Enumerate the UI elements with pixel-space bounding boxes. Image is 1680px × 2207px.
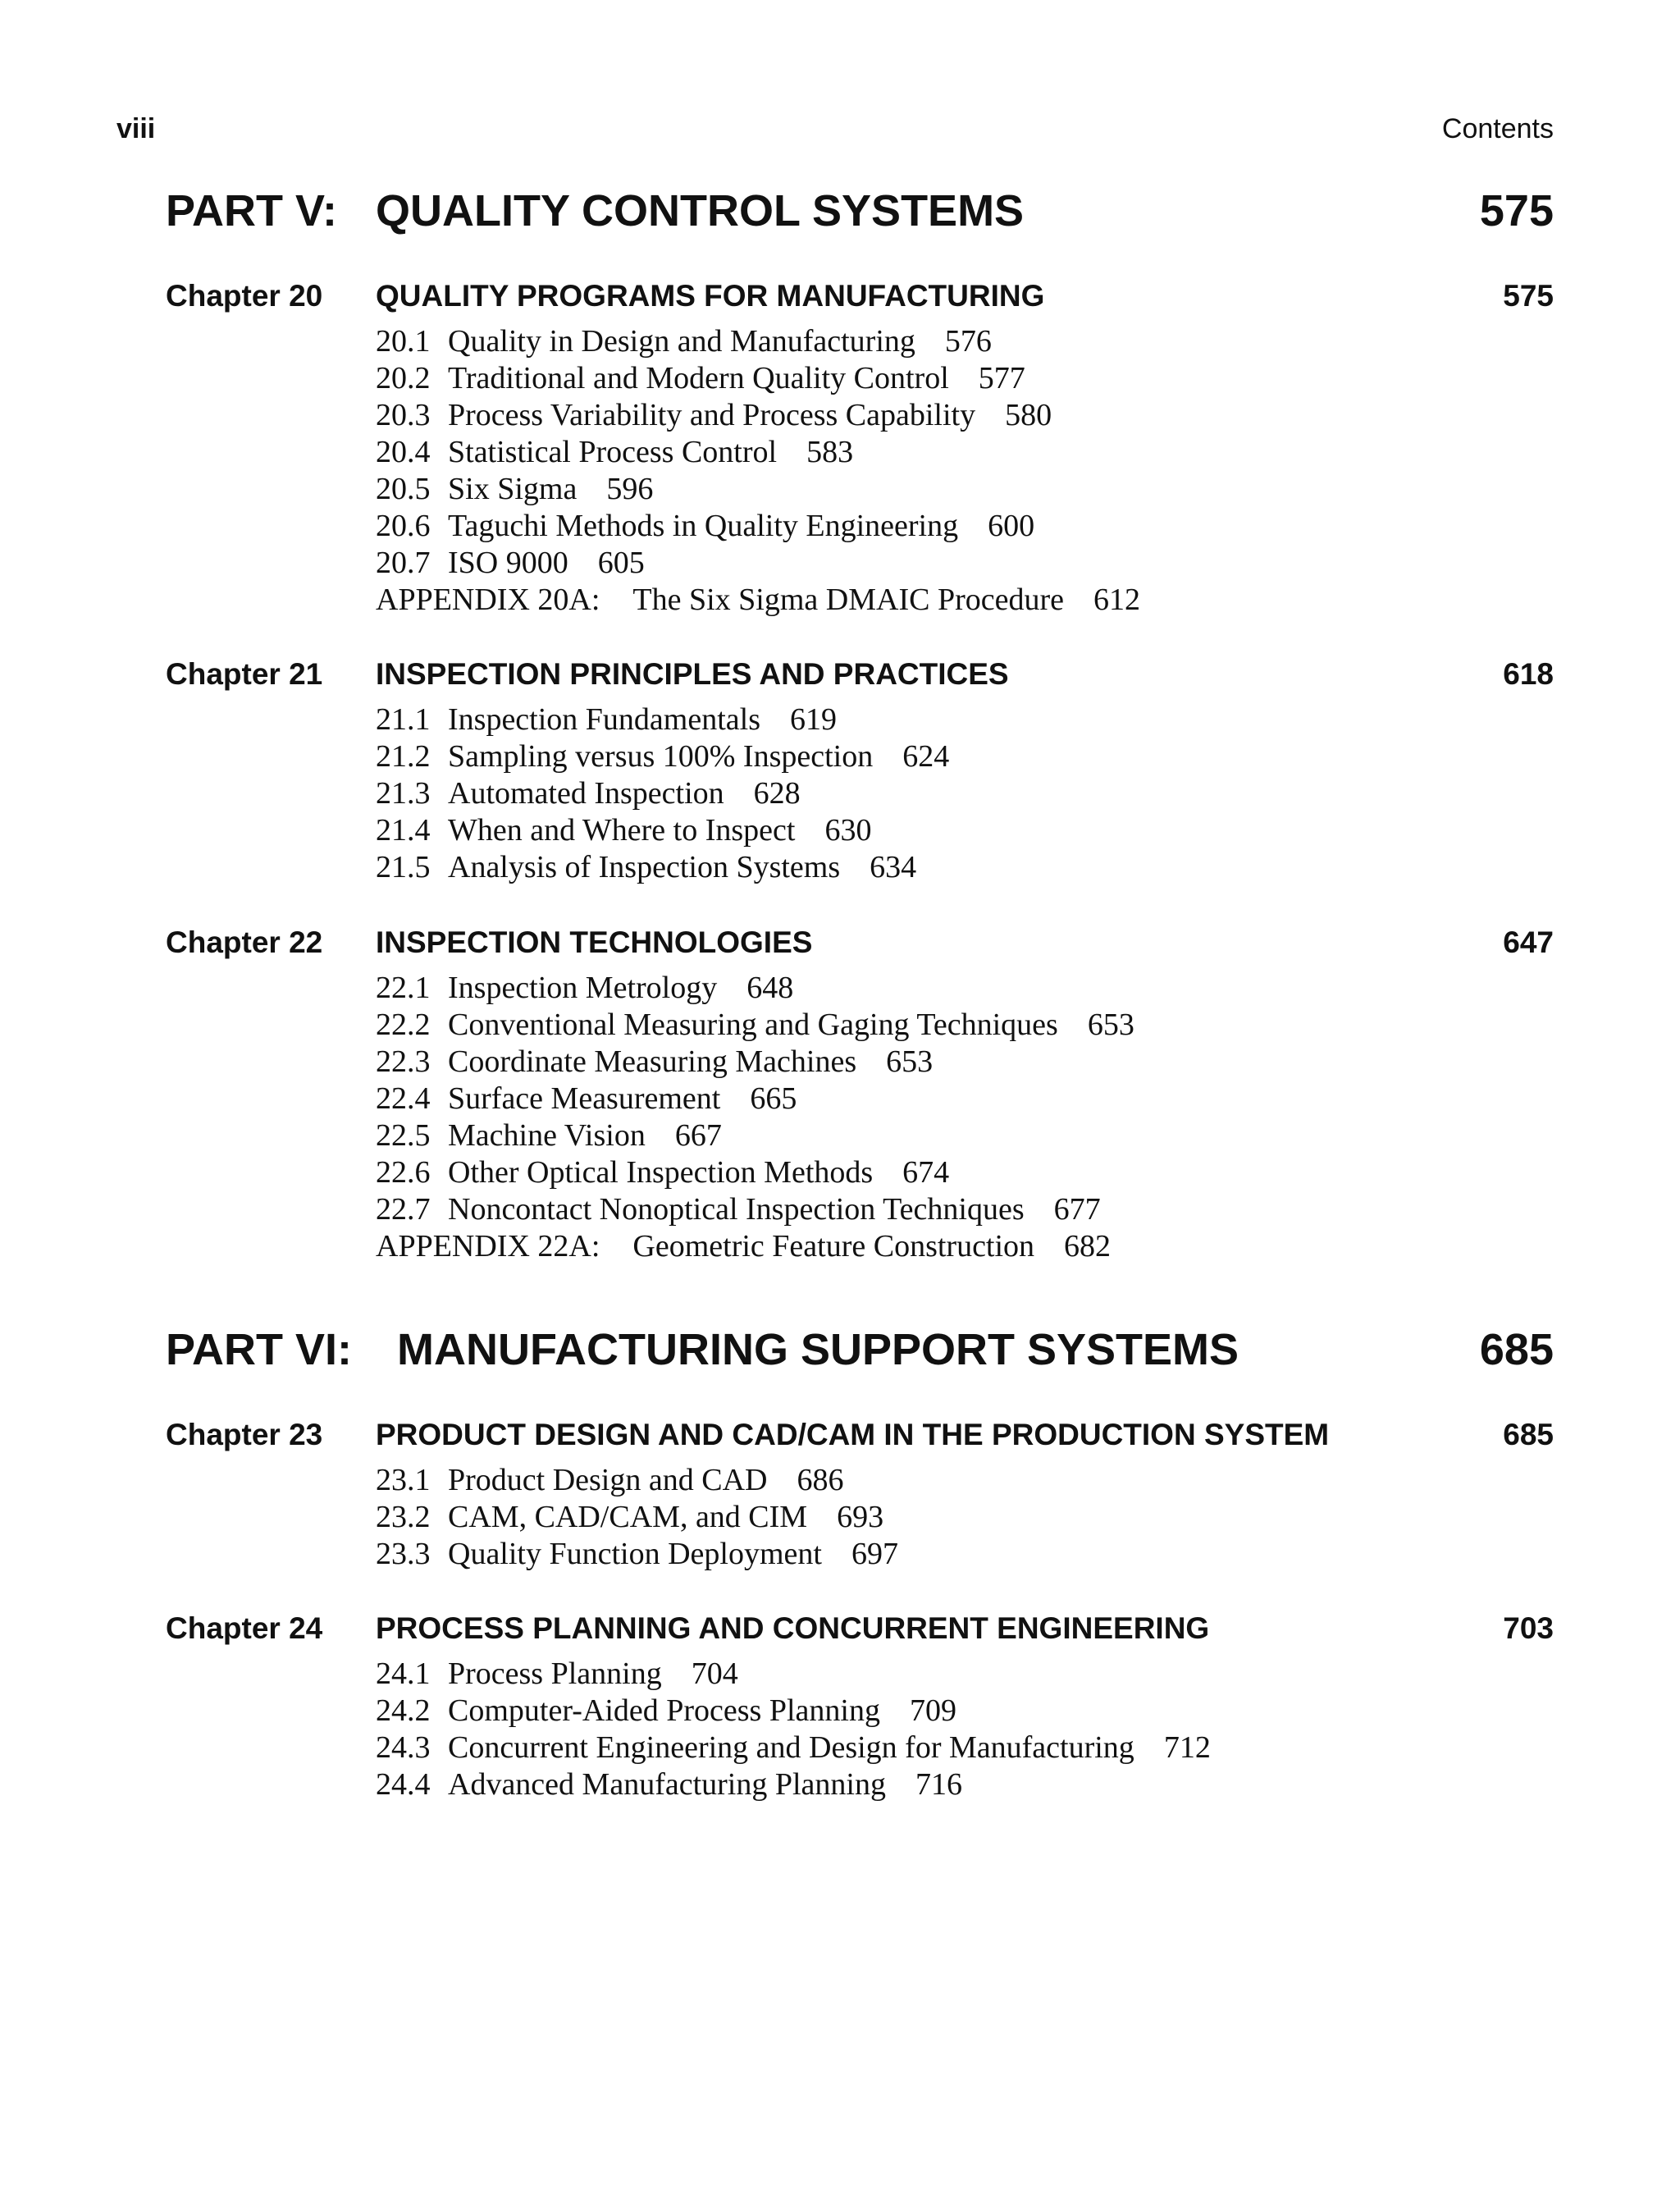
section-title: Other Optical Inspection Methods	[448, 1155, 874, 1190]
section-page: 693	[837, 1500, 884, 1534]
section-number: 20.5	[376, 472, 431, 506]
section-title: Sampling versus 100% Inspection	[448, 739, 874, 774]
section-number: 21.2	[376, 739, 431, 774]
section-entry	[0, 1536, 1680, 1573]
chapter-label: Chapter 20	[166, 279, 323, 313]
section-title: Product Design and CAD	[448, 1463, 768, 1497]
section-title: Computer-Aided Process Planning	[448, 1693, 880, 1728]
section-page: 667	[674, 1118, 722, 1153]
section-page: 624	[902, 739, 950, 774]
section-page: 686	[797, 1463, 844, 1497]
section-list	[0, 323, 1680, 619]
section-entry	[0, 1081, 1680, 1117]
chapter-title: QUALITY PROGRAMS FOR MANUFACTURING	[376, 279, 1045, 313]
section-number: 22.5	[376, 1118, 431, 1153]
appendix-entry	[0, 1228, 1680, 1265]
section-entry	[0, 1007, 1680, 1044]
part-title: QUALITY CONTROL SYSTEMS	[376, 186, 1025, 235]
appendix-label: APPENDIX 22A:	[376, 1229, 600, 1263]
chapter-heading	[0, 657, 1680, 698]
section-entry	[0, 701, 1680, 738]
section-number: 20.3	[376, 398, 431, 432]
section-page: 653	[886, 1044, 934, 1079]
section-title: Automated Inspection	[448, 776, 724, 811]
section-number: 24.2	[376, 1693, 431, 1728]
section-page: 697	[851, 1537, 898, 1571]
appendix-label: APPENDIX 20A:	[376, 583, 600, 617]
section-entry	[0, 849, 1680, 886]
section-number: 20.4	[376, 435, 431, 469]
appendix-title: Geometric Feature Construction	[632, 1229, 1035, 1263]
section-title: When and Where to Inspect	[448, 813, 796, 848]
section-entry	[0, 323, 1680, 360]
chapter-label: Chapter 24	[166, 1611, 323, 1645]
section-title: Coordinate Measuring Machines	[448, 1044, 857, 1079]
section-list	[0, 701, 1680, 886]
section-page: 576	[944, 324, 992, 359]
section-entry	[0, 1117, 1680, 1154]
section-entry	[0, 1499, 1680, 1536]
section-page: 600	[988, 509, 1035, 543]
section-entry	[0, 1191, 1680, 1228]
part-label: PART VI:	[166, 1325, 352, 1374]
section-number: 22.7	[376, 1192, 431, 1227]
chapter-label: Chapter 21	[166, 657, 323, 691]
chapter-title: PROCESS PLANNING AND CONCURRENT ENGINEERING	[376, 1611, 1210, 1645]
chapter-entry	[0, 279, 1680, 619]
part-title: MANUFACTURING SUPPORT SYSTEMS	[397, 1325, 1239, 1374]
section-title: Six Sigma	[448, 472, 578, 506]
section-title: Inspection Fundamentals	[448, 702, 760, 737]
section-page: 583	[806, 435, 854, 469]
chapter-title: INSPECTION PRINCIPLES AND PRACTICES	[376, 657, 1009, 691]
section-title: Advanced Manufacturing Planning	[448, 1767, 886, 1802]
section-entry	[0, 397, 1680, 434]
section-entry	[0, 508, 1680, 545]
section-entry	[0, 738, 1680, 775]
chapter-title: PRODUCT DESIGN AND CAD/CAM IN THE PRODUCTION SYSTEM	[376, 1418, 1330, 1451]
appendix-page: 682	[1064, 1229, 1112, 1263]
section-entry	[0, 1044, 1680, 1081]
section-title: Conventional Measuring and Gaging Techniques	[448, 1008, 1058, 1042]
chapter-entry	[0, 1611, 1680, 1803]
section-entry	[0, 1656, 1680, 1693]
section-title: Quality Function Deployment	[448, 1537, 822, 1571]
section-list	[0, 1462, 1680, 1573]
section-number: 21.4	[376, 813, 431, 848]
appendix-title: The Six Sigma DMAIC Procedure	[632, 583, 1065, 617]
section-entry	[0, 812, 1680, 849]
section-title: Machine Vision	[448, 1118, 646, 1153]
part-page: 575	[1479, 186, 1554, 235]
section-page: 674	[902, 1155, 950, 1190]
part-heading	[0, 185, 1680, 243]
chapter-heading	[0, 925, 1680, 966]
section-entry	[0, 1766, 1680, 1803]
chapter-label: Chapter 23	[166, 1418, 323, 1451]
section-title: Inspection Metrology	[448, 971, 718, 1005]
part-label: PART V:	[166, 186, 338, 235]
section-number: 24.3	[376, 1730, 431, 1765]
section-page: 630	[824, 813, 872, 848]
section-page: 619	[789, 702, 837, 737]
section-title: Traditional and Modern Quality Control	[448, 361, 949, 395]
section-entry	[0, 1462, 1680, 1499]
section-title: Surface Measurement	[448, 1081, 721, 1116]
section-number: 20.7	[376, 546, 431, 580]
chapter-label: Chapter 22	[166, 925, 323, 959]
chapter-page: 685	[1503, 1418, 1554, 1451]
chapter-title: INSPECTION TECHNOLOGIES	[376, 925, 813, 959]
section-number: 21.3	[376, 776, 431, 811]
section-page: 580	[1005, 398, 1052, 432]
chapter-entry	[0, 657, 1680, 886]
appendix-page: 612	[1093, 583, 1141, 617]
section-entry	[0, 775, 1680, 812]
running-head-title: Contents	[1441, 113, 1554, 144]
section-number: 22.3	[376, 1044, 431, 1079]
chapter-page: 575	[1503, 279, 1554, 313]
section-number: 22.6	[376, 1155, 431, 1190]
chapter-entry	[0, 1418, 1680, 1573]
section-title: Quality in Design and Manufacturing	[448, 324, 915, 359]
section-entry	[0, 545, 1680, 582]
section-entry	[0, 1730, 1680, 1766]
chapter-entry	[0, 925, 1680, 1265]
section-title: Concurrent Engineering and Design for Manufacturing	[448, 1730, 1134, 1765]
section-title: Noncontact Nonoptical Inspection Techniques	[448, 1192, 1025, 1227]
part-heading	[0, 1324, 1680, 1382]
running-head	[0, 113, 1680, 149]
appendix-entry	[0, 582, 1680, 619]
section-number: 20.1	[376, 324, 431, 359]
section-page: 712	[1163, 1730, 1211, 1765]
section-page: 709	[909, 1693, 956, 1728]
chapter-page: 703	[1503, 1611, 1554, 1645]
chapter-heading	[0, 1418, 1680, 1459]
part-page: 685	[1479, 1325, 1554, 1374]
section-number: 21.1	[376, 702, 431, 737]
section-entry	[0, 471, 1680, 508]
chapter-heading	[0, 1611, 1680, 1652]
section-list	[0, 970, 1680, 1265]
section-number: 23.1	[376, 1463, 431, 1497]
chapter-heading	[0, 279, 1680, 320]
section-page: 665	[750, 1081, 797, 1116]
section-title: ISO 9000	[448, 546, 568, 580]
section-number: 24.1	[376, 1656, 431, 1691]
section-page: 628	[753, 776, 801, 811]
page-number: viii	[116, 113, 156, 144]
section-number: 22.2	[376, 1008, 431, 1042]
section-number: 23.2	[376, 1500, 431, 1534]
section-entry	[0, 1154, 1680, 1191]
section-number: 24.4	[376, 1767, 431, 1802]
section-number: 22.4	[376, 1081, 431, 1116]
section-title: Statistical Process Control	[448, 435, 778, 469]
section-title: CAM, CAD/CAM, and CIM	[448, 1500, 808, 1534]
section-title: Analysis of Inspection Systems	[448, 850, 841, 884]
section-page: 577	[978, 361, 1025, 395]
section-title: Process Planning	[448, 1656, 662, 1691]
section-page: 605	[597, 546, 645, 580]
section-entry	[0, 360, 1680, 397]
section-entry	[0, 970, 1680, 1007]
section-number: 21.5	[376, 850, 431, 884]
section-number: 22.1	[376, 971, 431, 1005]
section-entry	[0, 1693, 1680, 1730]
chapter-page: 618	[1503, 657, 1554, 691]
section-page: 596	[606, 472, 654, 506]
chapter-page: 647	[1503, 925, 1554, 959]
section-page: 648	[746, 971, 794, 1005]
section-page: 704	[691, 1656, 738, 1691]
section-entry	[0, 434, 1680, 471]
section-number: 20.6	[376, 509, 431, 543]
section-page: 677	[1053, 1192, 1101, 1227]
section-title: Process Variability and Process Capability	[448, 398, 976, 432]
section-page: 634	[870, 850, 917, 884]
section-list	[0, 1656, 1680, 1803]
section-number: 23.3	[376, 1537, 431, 1571]
section-page: 653	[1087, 1008, 1134, 1042]
section-title: Taguchi Methods in Quality Engineering	[448, 509, 959, 543]
section-page: 716	[915, 1767, 962, 1802]
section-number: 20.2	[376, 361, 431, 395]
